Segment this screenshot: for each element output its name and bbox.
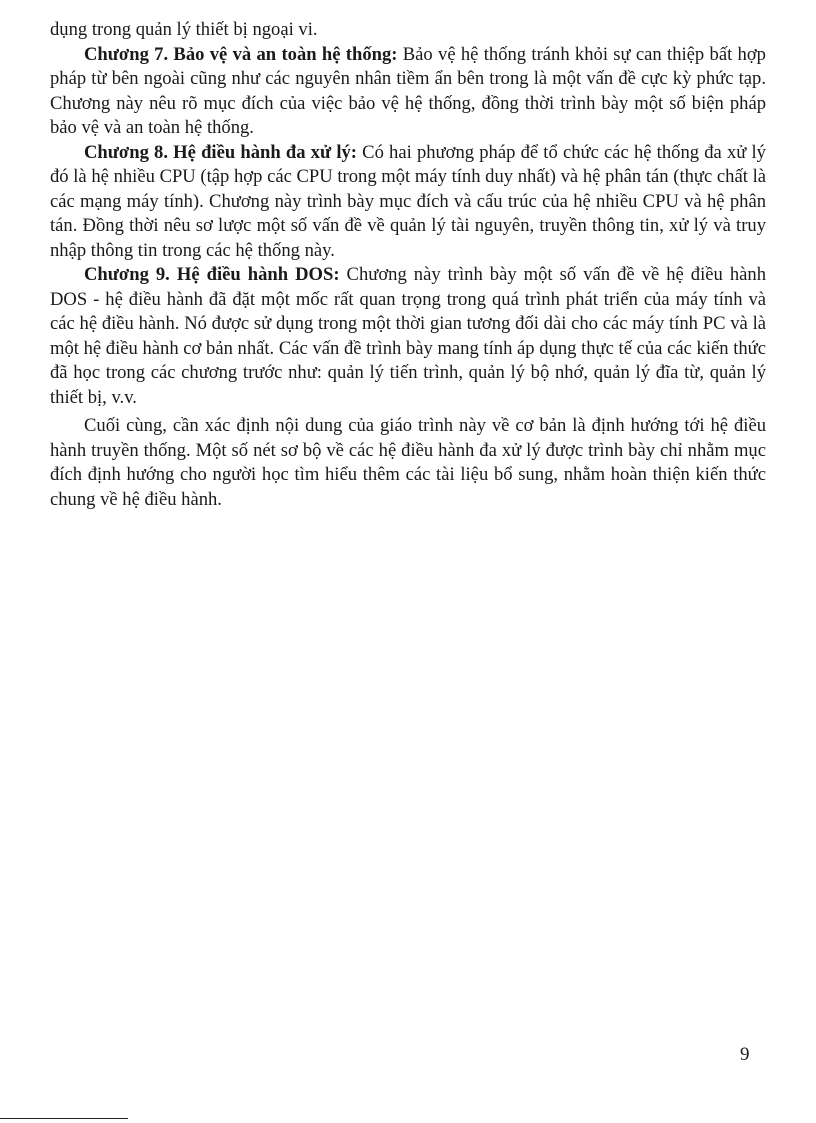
chapter-7-text: Bảo vệ hệ thống tránh khỏi sự can thiệp bất hợp pháp từ bên ngoài cũng như các nguyên nhân tiềm ẩn bên trong là một vấn đề cực kỳ phức tạp. Chương này nêu rõ mục đích của việc bảo vệ hệ thống, đồng thời trình bày một số biện pháp bảo vệ và an toàn hệ thống.	[50, 43, 766, 138]
conclusion-paragraph: Cuối cùng, cần xác định nội dung của giáo trình này về cơ bản là định hướng tới hệ điều hành truyền thống. Một số nét sơ bộ về các hệ điều hành đa xử lý được trình bày chỉ nhằm mục đích định hướng cho người học tìm hiểu thêm các tài liệu bổ sung, nhằm hoàn thiện kiến thức chung về hệ điều hành.	[50, 415, 766, 510]
chapter-8-text: Có hai phương pháp để tổ chức các hệ thống đa xử lý đó là hệ nhiều CPU (tập hợp các CPU trong một máy tính duy nhất) và hệ phân tán (thực chất là các mạng máy tính). Chương này trình bày mục đích và cấu trúc của hệ nhiều CPU và hệ phân tán. Đồng thời nêu sơ lược một số vấn đề về quản lý tài nguyên, truyền thông tin, xử lý và truy nhập thông tin trong các hệ thống này.	[50, 141, 766, 261]
chapter-9-text: Chương này trình bày một số vấn đề về hệ điều hành DOS - hệ điều hành đã đặt một mốc rất quan trọng trong quá trình phát triển của máy tính và các hệ điều hành. Nó được sử dụng trong một thời gian tương đối dài cho các máy tính PC và là một hệ điều hành cơ bản nhất. Các vấn đề trình bày mang tính áp dụng thực tế của các kiến thức đã học trong các chương trước như: quản lý tiến trình, quản lý bộ nhớ, quản lý đĩa từ, quản lý thiết bị, v.v.	[50, 264, 766, 408]
page-number: 9	[740, 1044, 750, 1065]
intro-fragment: dụng trong quản lý thiết bị ngoại vi.	[50, 19, 318, 40]
footer-rule	[0, 1118, 128, 1119]
chapter-9-paragraph	[50, 263, 766, 410]
page-body	[50, 18, 766, 512]
chapter-7-heading: Chương 7. Bảo vệ và an toàn hệ thống:	[84, 43, 398, 65]
chapter-9-heading: Chương 9. Hệ điều hành DOS:	[84, 264, 340, 285]
chapter-8-paragraph	[50, 141, 766, 264]
chapter-7-paragraph	[50, 43, 766, 141]
chapter-8-heading: Chương 8. Hệ điều hành đa xử lý:	[84, 141, 357, 163]
